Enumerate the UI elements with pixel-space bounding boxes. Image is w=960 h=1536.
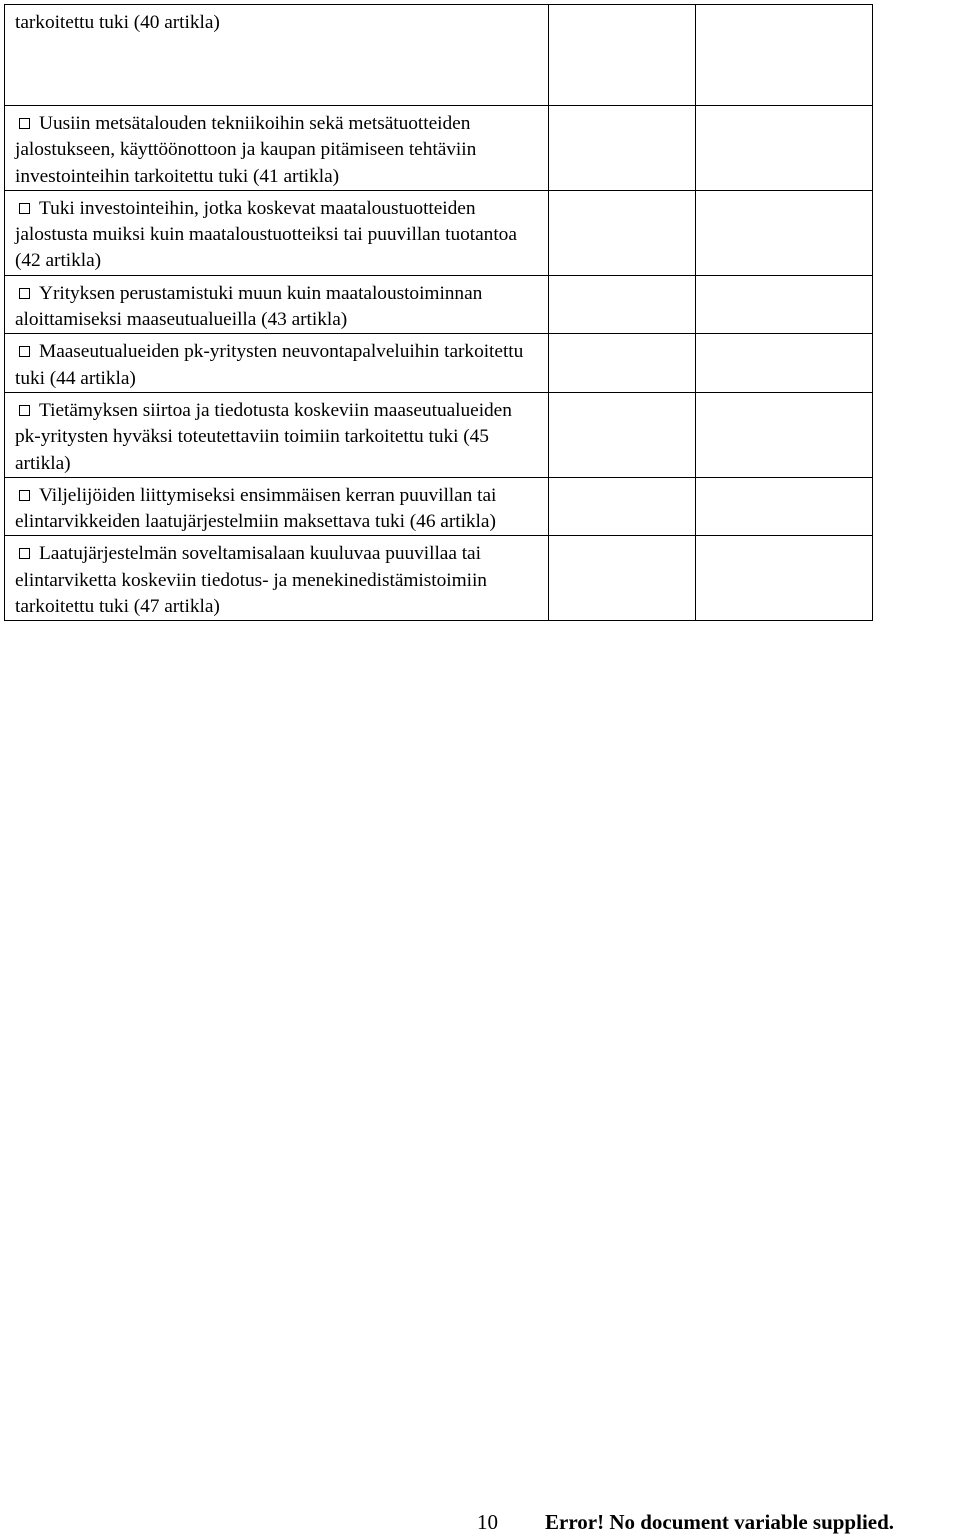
aid-description-text: Uusiin metsätalouden tekniikoihin sekä metsätuotteiden jalostukseen, käyttöönottoon ja kaupan pitämiseen tehtäviin investointeihin tarkoitettu tuki (41 artikla) [15,113,477,187]
aid-description-text: Viljelijöiden liittymiseksi ensimmäisen kerran puuvillan tai elintarvikkeiden laatujärjestelmiin maksettava tuki (46 artikla) [15,484,497,533]
table-row [5,275,873,334]
table-row [5,334,873,393]
checkbox-empty-icon[interactable] [19,118,30,129]
empty-cell [548,190,695,275]
empty-cell [548,275,695,334]
aid-description-cell [5,190,549,275]
empty-cell [695,5,872,106]
empty-cell [695,392,872,477]
empty-cell [695,275,872,334]
aid-description-cell [5,275,549,334]
empty-cell [695,106,872,191]
aid-description-cell [5,334,549,393]
table-row [5,392,873,477]
aid-description-text: Tietämyksen siirtoa ja tiedotusta koskeviin maaseutualueiden pk-yritysten hyväksi toteutettaviin toimiin tarkoitettu tuki (45 artikla) [15,399,512,474]
empty-cell [548,477,695,536]
empty-cell [548,106,695,191]
empty-cell [548,536,695,621]
aid-description-cell [5,5,549,106]
empty-cell [548,334,695,393]
aid-description-text: tarkoitettu tuki (40 artikla) [15,12,220,33]
checkbox-empty-icon[interactable] [19,548,30,559]
aid-description-text: Tuki investointeihin, jotka koskevat maataloustuotteiden jalostusta muiksi kuin maataloustuotteiksi tai puuvillan tuotantoa (42 artikla) [15,197,517,272]
checkbox-empty-icon[interactable] [19,490,30,501]
checkbox-empty-icon[interactable] [19,288,30,299]
aid-description-text: Laatujärjestelmän soveltamisalaan kuuluvaa puuvillaa tai elintarviketta koskeviin tiedotus- ja menekinedistämistoimiin tarkoitettu tuki (47 artikla) [15,543,487,618]
empty-cell [548,5,695,106]
footer-error-text: Error! No document variable supplied. [545,1510,895,1534]
checkbox-empty-icon[interactable] [19,405,30,416]
checkbox-empty-icon[interactable] [19,203,30,214]
empty-cell [695,477,872,536]
aid-description-cell [5,106,549,191]
page-number: 10 [477,1510,498,1534]
table-row [5,477,873,536]
page-footer [0,1506,960,1536]
checkbox-empty-icon[interactable] [19,346,30,357]
aid-description-cell [5,392,549,477]
aid-description-cell [5,477,549,536]
table-row [5,190,873,275]
empty-cell [548,392,695,477]
aid-description-text: Yrityksen perustamistuki muun kuin maataloustoiminnan aloittamiseksi maaseutualueilla (43 artikla) [15,282,483,331]
table-row [5,536,873,621]
empty-cell [695,190,872,275]
empty-cell [695,536,872,621]
aid-description-text: Maaseutualueiden pk-yritysten neuvontapalveluihin tarkoitettu tuki (44 artikla) [15,341,524,389]
table-row [5,106,873,191]
aid-description-cell [5,536,549,621]
empty-cell [695,334,872,393]
table-row [5,5,873,106]
aid-type-table [4,4,873,621]
